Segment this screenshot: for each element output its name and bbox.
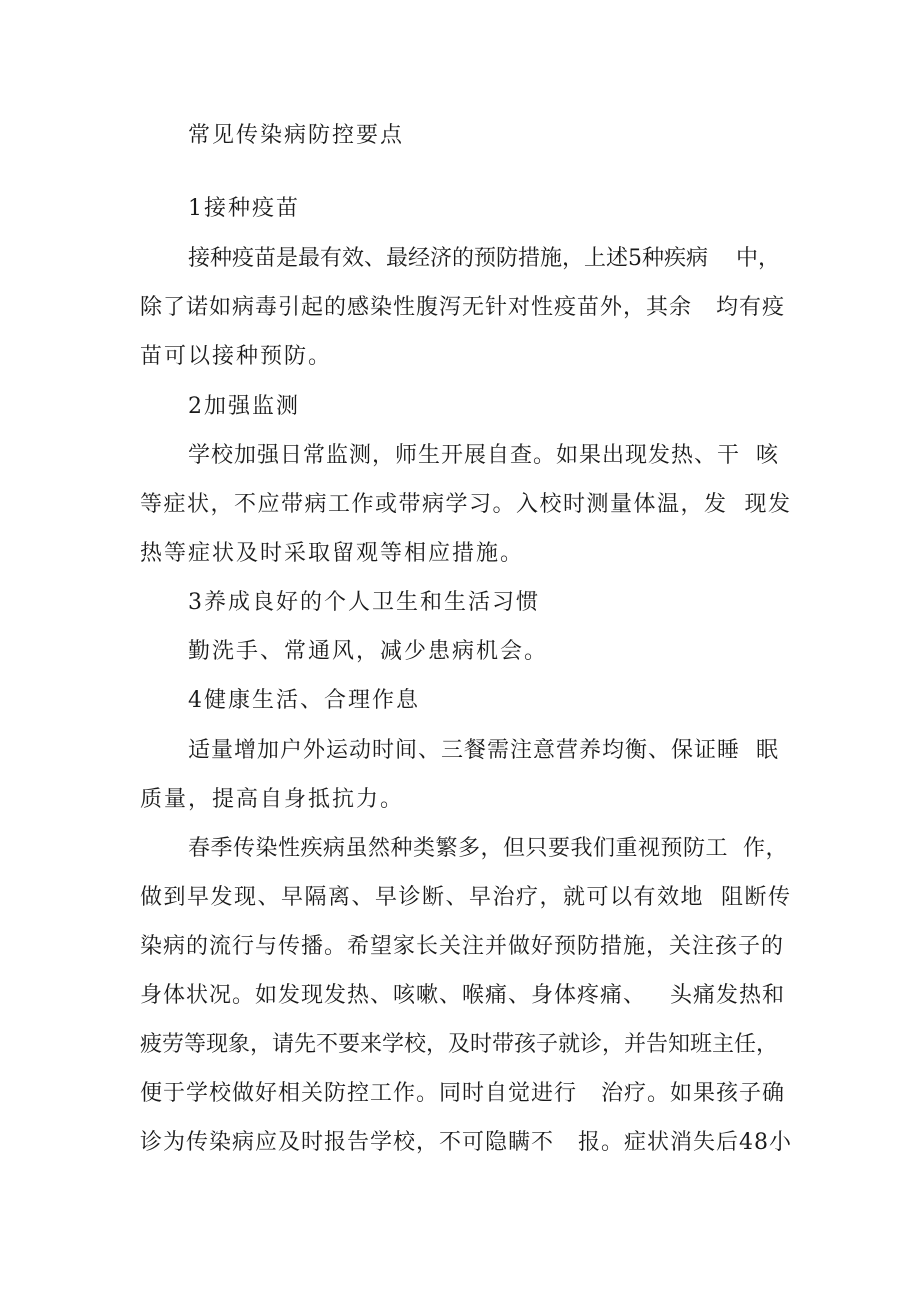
paragraph-line: 做到早发现、早隔离、早诊断、早治疗，就可以有效地 阻断传 — [140, 885, 792, 910]
paragraph-line: 染病的流行与传播。希望家长关注并做好预防措施，关注孩子的 — [140, 934, 785, 959]
paragraph-line: 身体状况。如发现发热、咳嗽、喉痛、身体疼痛、 头痛发热和 — [140, 983, 785, 1008]
section-heading-monitoring: 2加强监测 — [188, 394, 300, 419]
section-heading-healthy-living: 4健康生活、合理作息 — [188, 688, 420, 713]
section-heading-vaccination: 1接种疫苗 — [188, 196, 300, 221]
paragraph-line: 便于学校做好相关防控工作。同时自觉进行 治疗。如果孩子确 — [140, 1081, 785, 1106]
paragraph-line: 疲劳等现象，请先不要来学校，及时带孩子就诊，并告知班主任， — [140, 1032, 779, 1057]
paragraph-line: 等症状，不应带病工作或带病学习。入校时测量体温，发 现发 — [140, 492, 792, 517]
paragraph-line: 接种疫苗是最有效、最经济的预防措施，上述5种疾病 中， — [188, 246, 780, 271]
paragraph-line: 热等症状及时采取留观等相应措施。 — [140, 541, 525, 566]
paragraph-line: 诊为传染病应及时报告学校，不可隐瞒不 报。症状消失后48小 — [140, 1130, 792, 1155]
paragraph-line: 除了诺如病毒引起的感染性腹泻无针对性疫苗外，其余 均有疫 — [140, 295, 785, 320]
paragraph-line: 勤洗手、常通风，减少患病机会。 — [188, 639, 549, 664]
document-title: 常见传染病防控要点 — [188, 123, 405, 148]
paragraph-line: 质量，提高自身抵抗力。 — [140, 787, 405, 812]
paragraph-line: 学校加强日常监测，师生开展自查。如果出现发热、干 咳 — [188, 443, 779, 468]
paragraph-line: 苗可以接种预防。 — [140, 344, 333, 369]
paragraph-line: 适量增加户外运动时间、三餐需注意营养均衡、保证睡 眠 — [188, 738, 779, 763]
section-heading-hygiene: 3养成良好的个人卫生和生活习惯 — [188, 590, 540, 615]
paragraph-line: 春季传染性疾病虽然种类繁多，但只要我们重视预防工 作， — [188, 836, 788, 861]
